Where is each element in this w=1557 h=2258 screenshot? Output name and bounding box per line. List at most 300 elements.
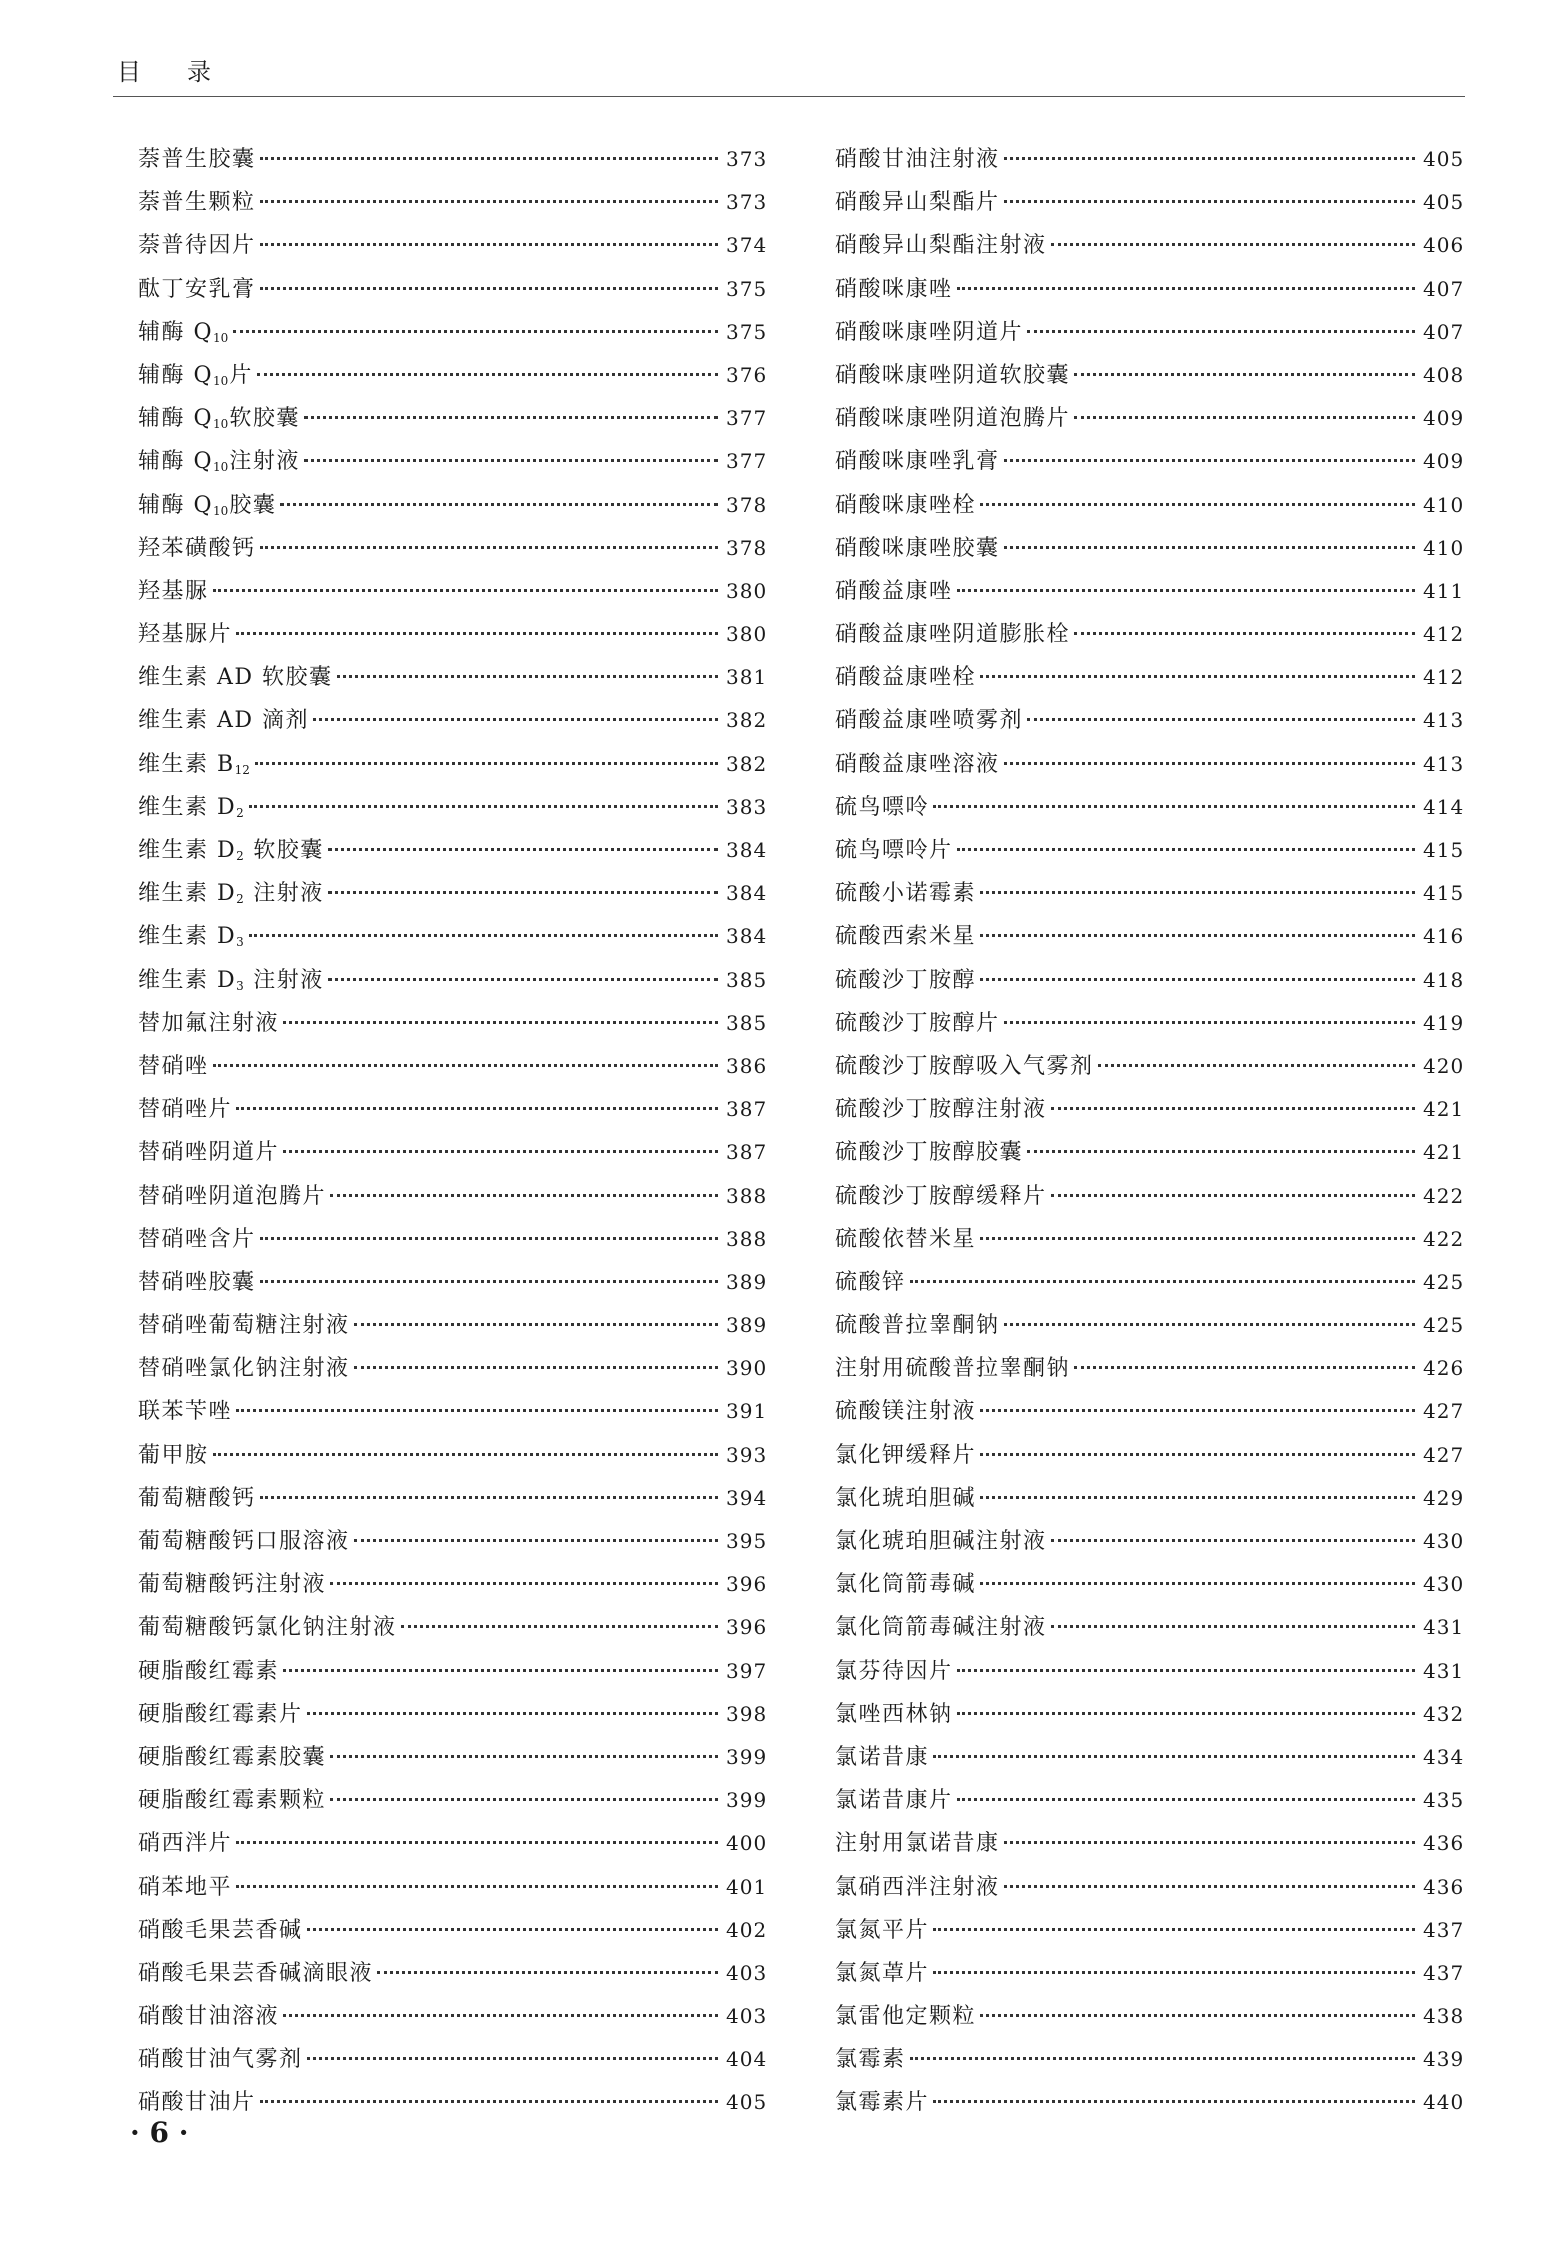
dot-leader	[283, 1669, 718, 1672]
toc-entry-title: 氯化筒箭毒碱	[835, 1572, 977, 1598]
toc-entry	[138, 1779, 766, 1822]
toc-entry-title: 替硝唑阴道片	[138, 1140, 280, 1166]
toc-entry	[138, 1736, 766, 1779]
page-title: 目录	[117, 58, 257, 86]
toc-entry-title: 硫酸小诺霉素	[835, 881, 977, 907]
toc-entry-page: 387	[726, 1097, 768, 1122]
dot-leader	[260, 1280, 718, 1283]
dot-leader	[283, 1150, 718, 1153]
toc-entry-title: 硝酸异山梨酯片	[835, 190, 1000, 216]
toc-entry-page: 405	[1423, 147, 1465, 171]
toc-entry	[138, 397, 766, 440]
dot-leader	[933, 1971, 1415, 1974]
toc-entry-page: 384	[726, 881, 768, 906]
toc-entry-title: 葡萄糖酸钙注射液	[138, 1572, 327, 1598]
toc-entry	[835, 440, 1463, 483]
toc-entry-title: 氯氮平片	[835, 1917, 930, 1943]
toc-entry	[835, 699, 1463, 742]
dot-leader	[910, 1280, 1415, 1283]
toc-entry-page: 400	[726, 1831, 768, 1856]
toc-entry-page: 397	[726, 1658, 768, 1683]
toc-entry	[138, 1909, 766, 1952]
toc-entry-page: 387	[726, 1140, 768, 1165]
toc-entry	[138, 699, 766, 742]
toc-entry-page: 432	[1423, 1701, 1465, 1726]
toc-entry	[835, 1131, 1463, 1174]
toc-entry-page: 378	[726, 492, 768, 517]
toc-entry	[835, 570, 1463, 613]
toc-entry-page: 439	[1423, 2047, 1465, 2072]
dot-leader	[260, 157, 718, 160]
toc-entry-title: 硫酸依替米星	[835, 1226, 977, 1252]
toc-entry-title: 辅酶 $Q_{10}$软胶囊	[138, 406, 300, 432]
dot-leader	[328, 891, 718, 894]
toc-entry	[138, 915, 766, 958]
toc-entry	[138, 1822, 766, 1865]
toc-entry-page: 426	[1423, 1356, 1465, 1381]
toc-entry-page: 401	[726, 1874, 768, 1899]
toc-entry-title: 注射用氯诺昔康	[835, 1831, 1000, 1857]
toc-entry	[138, 181, 766, 224]
dot-leader	[280, 503, 718, 506]
toc-entry-page: 395	[726, 1529, 768, 1553]
dot-leader	[957, 1712, 1415, 1715]
dot-leader	[304, 459, 718, 462]
dot-leader	[330, 1582, 718, 1585]
toc-entry-page: 405	[1423, 190, 1465, 215]
toc-entry	[835, 915, 1463, 958]
toc-column-right	[835, 138, 1463, 2125]
toc-entry-title: 氯化筒箭毒碱注射液	[835, 1615, 1047, 1641]
dot-leader	[330, 1194, 718, 1197]
toc-entry-page: 382	[726, 708, 768, 733]
dot-leader	[260, 546, 718, 549]
dot-leader	[307, 1928, 718, 1931]
toc-entry-title: 替硝唑胶囊	[138, 1269, 256, 1295]
toc-entry-title: 维生素 $D_2$ 注射液	[138, 881, 324, 907]
dot-leader	[1004, 762, 1415, 765]
toc-entry-page: 416	[1423, 924, 1465, 949]
toc-entry-title: 硝酸益康唑溶液	[835, 751, 1000, 777]
toc-entry	[835, 397, 1463, 440]
toc-entry	[835, 1822, 1463, 1865]
toc-entry-page: 376	[726, 362, 768, 387]
toc-entry	[138, 656, 766, 699]
toc-entry-title: 硝酸毛果芸香碱滴眼液	[138, 1960, 374, 1986]
toc-entry-page: 385	[726, 1010, 768, 1035]
toc-entry-title: 硫酸沙丁胺醇片	[835, 1010, 1000, 1036]
toc-entry-page: 373	[726, 147, 768, 171]
toc-entry	[835, 1045, 1463, 1088]
toc-entry	[835, 1779, 1463, 1822]
toc-entry-title: 硝酸毛果芸香碱	[138, 1917, 303, 1943]
toc-entry	[835, 656, 1463, 699]
dot-leader	[283, 1021, 718, 1024]
toc-entry	[138, 1650, 766, 1693]
toc-entry-title: 辅酶 $Q_{10}$注射液	[138, 449, 300, 475]
toc-entry	[138, 2081, 766, 2124]
toc-entry-page: 393	[726, 1442, 768, 1467]
toc-entry-title: 维生素 AD 滴剂	[138, 708, 310, 734]
dot-leader	[980, 1453, 1415, 1456]
toc-entry-page: 415	[1423, 838, 1465, 862]
dot-leader	[1004, 1841, 1415, 1844]
toc-entry-page: 385	[726, 967, 768, 992]
toc-entry	[138, 1866, 766, 1909]
toc-entry-title: 硝酸咪康唑胶囊	[835, 535, 1000, 561]
dot-leader	[980, 2014, 1415, 2017]
toc-entry-page: 381	[726, 665, 768, 690]
toc-entry-title: 维生素 $B_{12}$	[138, 751, 250, 777]
toc-entry-page: 415	[1423, 881, 1465, 906]
dot-leader	[233, 330, 718, 333]
toc-entry-title: 氯霉素	[835, 2047, 906, 2073]
toc-entry-page: 388	[726, 1226, 768, 1251]
toc-entry-title: 氯诺昔康片	[835, 1788, 953, 1814]
toc-entry-title: 硬脂酸红霉素胶囊	[138, 1744, 327, 1770]
toc-entry	[138, 311, 766, 354]
toc-entry	[835, 484, 1463, 527]
toc-entry	[138, 570, 766, 613]
toc-entry	[138, 786, 766, 829]
toc-entry	[835, 224, 1463, 267]
toc-entry-title: 硫酸沙丁胺醇吸入气雾剂	[835, 1053, 1094, 1079]
toc-entry-page: 388	[726, 1183, 768, 1208]
dot-leader	[337, 675, 718, 678]
toc-entry-page: 384	[726, 924, 768, 949]
dot-leader	[354, 1366, 718, 1369]
toc-entry	[835, 1520, 1463, 1563]
dot-leader	[980, 1496, 1415, 1499]
dot-leader	[1074, 632, 1415, 635]
toc-entry	[835, 2038, 1463, 2081]
toc-entry-page: 396	[726, 1615, 768, 1640]
toc-entry-page: 391	[726, 1399, 768, 1424]
toc-entry-page: 389	[726, 1313, 768, 1338]
toc-entry	[138, 2038, 766, 2081]
dot-leader	[980, 675, 1415, 678]
toc-entry-title: 葡萄糖酸钙氯化钠注射液	[138, 1615, 397, 1641]
dot-leader	[1004, 200, 1415, 203]
dot-leader	[957, 287, 1415, 290]
dot-leader	[236, 1107, 718, 1110]
dot-leader	[236, 1841, 718, 1844]
toc-entry-page: 390	[726, 1356, 768, 1381]
toc-entry-title: 维生素 AD 软胶囊	[138, 665, 333, 691]
toc-entry-title: 替硝唑含片	[138, 1226, 256, 1252]
toc-entry-page: 436	[1423, 1874, 1465, 1899]
toc-entry	[138, 1045, 766, 1088]
toc-entry	[835, 613, 1463, 656]
dot-leader	[260, 1496, 718, 1499]
toc-entry	[835, 527, 1463, 570]
dot-leader	[249, 934, 718, 937]
toc-entry-title: 硫酸沙丁胺醇缓释片	[835, 1183, 1047, 1209]
toc-entry	[835, 311, 1463, 354]
dot-leader	[260, 1237, 718, 1240]
toc-entry-title: 氯氮䓬片	[835, 1960, 930, 1986]
toc-entry-page: 375	[726, 276, 768, 301]
toc-entry-page: 404	[726, 2047, 768, 2072]
dot-leader	[1027, 718, 1415, 721]
toc-entry-title: 辅酶 $Q_{10}$胶囊	[138, 492, 277, 518]
toc-entry	[835, 1995, 1463, 2038]
toc-entry	[835, 1650, 1463, 1693]
dot-leader	[980, 1582, 1415, 1585]
toc-entry-title: 辅酶 $Q_{10}$	[138, 319, 229, 345]
toc-entry-page: 412	[1423, 622, 1465, 647]
toc-entry	[138, 1002, 766, 1045]
toc-entry-page: 412	[1423, 665, 1465, 690]
dot-leader	[260, 200, 718, 203]
toc-entry	[835, 2081, 1463, 2124]
toc-entry-page: 410	[1423, 535, 1465, 560]
dot-leader	[354, 1323, 718, 1326]
toc-entry-page: 411	[1423, 578, 1465, 603]
toc-entry-page: 408	[1423, 362, 1465, 387]
dot-leader	[283, 2014, 718, 2017]
toc-entry-title: 硝酸咪康唑阴道软胶囊	[835, 362, 1071, 388]
toc-entry-title: 硫酸普拉睾酮钠	[835, 1313, 1000, 1339]
toc-entry-page: 380	[726, 622, 768, 647]
toc-entry-title: 维生素 $D_2$ 软胶囊	[138, 838, 324, 863]
toc-entry	[835, 1304, 1463, 1347]
toc-entry-page: 377	[726, 449, 768, 474]
toc-entry-title: 羟苯磺酸钙	[138, 535, 256, 561]
toc-entry-title: 硝西泮片	[138, 1831, 233, 1857]
dot-leader	[260, 243, 718, 246]
toc-entry-page: 374	[726, 233, 768, 258]
page-header	[113, 48, 1465, 97]
dot-leader	[957, 589, 1415, 592]
toc-entry	[835, 1736, 1463, 1779]
toc-entry	[138, 484, 766, 527]
dot-leader	[377, 1971, 718, 1974]
toc-entry-page: 384	[726, 838, 768, 862]
toc-entry-title: 硬脂酸红霉素片	[138, 1701, 303, 1727]
toc-entry-page: 383	[726, 794, 768, 819]
toc-entry	[138, 1693, 766, 1736]
toc-entry-page: 375	[726, 319, 768, 344]
dot-leader	[307, 1712, 718, 1715]
toc-entry	[835, 1909, 1463, 1952]
toc-entry-page: 410	[1423, 492, 1465, 517]
toc-entry	[138, 829, 766, 872]
dot-leader	[304, 416, 718, 419]
dot-leader	[213, 1453, 718, 1456]
toc-entry	[835, 872, 1463, 915]
toc-entry-title: 替硝唑片	[138, 1097, 233, 1123]
toc-entry-page: 413	[1423, 751, 1465, 776]
toc-entry	[138, 1952, 766, 1995]
toc-entry-title: 葡萄糖酸钙口服溶液	[138, 1529, 350, 1554]
toc-entry-title: 硝酸甘油气雾剂	[138, 2047, 303, 2073]
toc-entry-title: 辅酶 $Q_{10}$片	[138, 362, 253, 388]
dot-leader	[1074, 416, 1415, 419]
toc-entry	[138, 959, 766, 1002]
toc-entry	[138, 1477, 766, 1520]
toc-entry-page: 399	[726, 1744, 768, 1769]
toc-entry-page: 419	[1423, 1010, 1465, 1035]
toc-entry-title: 酞丁安乳膏	[138, 276, 256, 302]
toc-entry	[138, 1175, 766, 1218]
toc-entry-title: 氯芬待因片	[835, 1658, 953, 1684]
toc-entry-title: 萘普生颗粒	[138, 190, 256, 216]
dot-leader	[980, 1409, 1415, 1412]
dot-leader	[255, 762, 718, 765]
toc-entry	[138, 1390, 766, 1433]
toc-entry-title: 维生素 $D_3$	[138, 924, 244, 950]
dot-leader	[330, 1798, 718, 1801]
toc-entry-title: 羟基脲	[138, 578, 209, 604]
toc-entry	[835, 786, 1463, 829]
toc-entry	[835, 268, 1463, 311]
toc-entry-title: 硝酸益康唑阴道膨胀栓	[835, 622, 1071, 648]
toc-entry-title: 硝酸甘油注射液	[835, 147, 1000, 172]
dot-leader	[910, 2057, 1415, 2060]
toc-entry-title: 氯硝西泮注射液	[835, 1874, 1000, 1900]
dot-leader	[1027, 1150, 1415, 1153]
toc-entry-page: 437	[1423, 1917, 1465, 1942]
toc-entry-page: 373	[726, 190, 768, 215]
dot-leader	[1004, 546, 1415, 549]
dot-leader	[1098, 1064, 1415, 1067]
toc-entry-page: 420	[1423, 1053, 1465, 1078]
toc-entry-title: 萘普生胶囊	[138, 147, 256, 172]
toc-entry-page: 421	[1423, 1097, 1465, 1122]
toc-entry-title: 氯唑西林钠	[835, 1701, 953, 1727]
toc-entry-page: 402	[726, 1917, 768, 1942]
toc-entry-title: 硝苯地平	[138, 1874, 233, 1900]
toc-entry-page: 377	[726, 406, 768, 431]
toc-entry-title: 替硝唑氯化钠注射液	[138, 1356, 350, 1382]
toc-entry-page: 394	[726, 1485, 768, 1510]
dot-leader	[313, 718, 718, 721]
toc-entry	[138, 1434, 766, 1477]
toc-entry-title: 羟基脲片	[138, 622, 233, 648]
toc-entry-page: 434	[1423, 1744, 1465, 1769]
dot-leader	[980, 503, 1415, 506]
toc-entry	[835, 1477, 1463, 1520]
toc-entry-title: 硝酸甘油溶液	[138, 2004, 280, 2030]
dot-leader	[1051, 243, 1415, 246]
toc-entry	[138, 613, 766, 656]
toc-entry	[138, 440, 766, 483]
toc-entry	[138, 1261, 766, 1304]
toc-entry-title: 氯化钾缓释片	[835, 1442, 977, 1468]
toc-entry-title: 硫鸟嘌呤	[835, 794, 930, 820]
toc-entry-page: 436	[1423, 1831, 1465, 1856]
toc-entry-page: 399	[726, 1788, 768, 1813]
toc-entry-title: 氯化琥珀胆碱	[835, 1485, 977, 1511]
toc-entry-page: 380	[726, 578, 768, 603]
toc-entry-page: 396	[726, 1572, 768, 1597]
dot-leader	[401, 1625, 718, 1628]
toc-entry-page: 430	[1423, 1572, 1465, 1597]
toc-entry-title: 硝酸甘油片	[138, 2090, 256, 2116]
toc-entry-title: 硝酸益康唑	[835, 578, 953, 604]
toc-entry-page: 440	[1423, 2090, 1465, 2115]
toc-entry-page: 427	[1423, 1442, 1465, 1467]
toc-entry-page: 407	[1423, 319, 1465, 344]
toc-entry	[835, 1261, 1463, 1304]
toc-entry	[138, 527, 766, 570]
page-number: · 6 ·	[130, 2116, 189, 2149]
dot-leader	[1051, 1107, 1415, 1110]
dot-leader	[933, 805, 1415, 808]
toc-entry	[835, 1866, 1463, 1909]
toc-entry-page: 431	[1423, 1658, 1465, 1683]
dot-leader	[236, 632, 718, 635]
toc-entry-page: 403	[726, 2004, 768, 2029]
toc-entry	[835, 1693, 1463, 1736]
toc-entry-title: 硫酸沙丁胺醇注射液	[835, 1097, 1047, 1123]
dot-leader	[1004, 459, 1415, 462]
dot-leader	[1027, 330, 1415, 333]
toc-entry-page: 425	[1423, 1269, 1465, 1294]
dot-leader	[249, 805, 718, 808]
toc-entry	[835, 1952, 1463, 1995]
toc-entry-page: 431	[1423, 1615, 1465, 1640]
toc-entry-page: 414	[1423, 794, 1465, 819]
toc-entry-page: 438	[1423, 2004, 1465, 2029]
toc-entry	[138, 1131, 766, 1174]
toc-entry-title: 萘普待因片	[138, 233, 256, 259]
toc-entry	[835, 1606, 1463, 1649]
toc-entry	[835, 829, 1463, 872]
toc-entry-page: 406	[1423, 233, 1465, 258]
dot-leader	[257, 373, 718, 376]
toc-entry	[835, 138, 1463, 181]
toc-entry	[138, 1347, 766, 1390]
toc-entry-title: 替硝唑	[138, 1053, 209, 1079]
dot-leader	[1051, 1625, 1415, 1628]
toc-entry	[835, 1434, 1463, 1477]
toc-entry	[835, 1563, 1463, 1606]
toc-entry-page: 407	[1423, 276, 1465, 301]
toc-entry-title: 联苯苄唑	[138, 1399, 233, 1425]
toc-column-left	[138, 138, 766, 2125]
toc-entry-title: 维生素 $D_2$	[138, 794, 244, 820]
dot-leader	[957, 1798, 1415, 1801]
toc-entry	[835, 959, 1463, 1002]
toc-entry-page: 435	[1423, 1788, 1465, 1813]
dot-leader	[328, 848, 718, 851]
toc-entry-title: 注射用硫酸普拉睾酮钠	[835, 1356, 1071, 1382]
toc-entry-title: 硝酸咪康唑栓	[835, 492, 977, 518]
dot-leader	[260, 2100, 718, 2103]
toc-entry-title: 替硝唑阴道泡腾片	[138, 1183, 327, 1209]
dot-leader	[260, 287, 718, 290]
toc-entry	[138, 354, 766, 397]
dot-leader	[933, 2100, 1415, 2103]
toc-entry-page: 422	[1423, 1183, 1465, 1208]
toc-entry	[138, 1088, 766, 1131]
dot-leader	[1004, 1885, 1415, 1888]
dot-leader	[980, 978, 1415, 981]
dot-leader	[980, 1237, 1415, 1240]
toc-entry	[138, 1563, 766, 1606]
toc-entry	[138, 1995, 766, 2038]
toc-entry-title: 硝酸异山梨酯注射液	[835, 233, 1047, 259]
toc-entry-page: 422	[1423, 1226, 1465, 1251]
dot-leader	[957, 848, 1415, 851]
dot-leader	[213, 1064, 718, 1067]
toc-entry	[835, 1390, 1463, 1433]
toc-entry	[138, 1606, 766, 1649]
toc-entry-page: 425	[1423, 1313, 1465, 1338]
toc-entry-title: 替加氟注射液	[138, 1010, 280, 1036]
